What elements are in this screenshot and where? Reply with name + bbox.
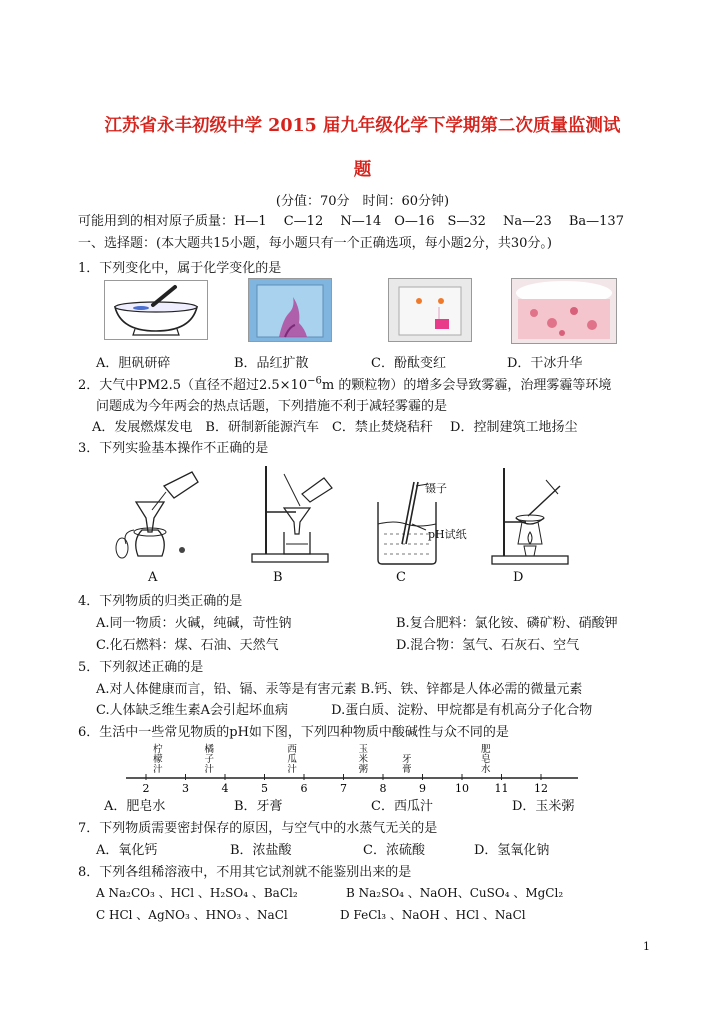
q4-stem: 4．下列物质的归类正确的是 (78, 594, 243, 609)
q2-options: A．发展燃煤发电 B．研制新能源汽车 C．禁止焚烧秸秆 D．控制建筑工地扬尘 (92, 420, 578, 435)
q1-phenolphthalein-image (388, 278, 472, 342)
ph-tick-label: 6 (300, 782, 308, 795)
q3-apparatus-a (112, 460, 212, 568)
q5-options-line2: C.人体缺乏维生素A会引起坏血病 D.蛋白质、淀粉、甲烷都是有机高分子化合物 (96, 703, 593, 718)
q6-option-c: C．西瓜汁 (371, 799, 433, 814)
q2-stem-line1 (78, 374, 611, 393)
q3-tweezers-label: 镊子 (425, 482, 447, 495)
ph-substance-label: 玉米粥 (358, 744, 369, 775)
q1-option-c: C．酚酞变红 (371, 356, 446, 371)
page-number: 1 (643, 940, 650, 953)
q4-option-b: B.复合肥料：氯化铵、磷矿粉、硝酸钾 (396, 616, 618, 631)
q7-option-a: A．氧化钙 (96, 843, 158, 858)
q1-option-d: D．干冰升华 (507, 356, 583, 371)
q8-option-b: B Na₂SO₄ 、NaOH、CuSO₄ 、MgCl₂ (346, 886, 564, 900)
q1-stem: 1．下列变化中，属于化学变化的是 (78, 261, 282, 276)
ph-tick-label: 9 (419, 782, 426, 795)
q8-option-d: D FeCl₃ 、NaOH 、HCl 、NaCl (340, 908, 526, 922)
q3-apparatus-d (486, 460, 576, 568)
document-title-continued: 题 (353, 160, 372, 180)
q3-label-a: A (148, 570, 158, 585)
q8-option-a: A Na₂CO₃ 、HCl 、H₂SO₄ 、BaCl₂ (96, 886, 298, 900)
q8-option-c: C HCl 、AgNO₃ 、HNO₃ 、NaCl (96, 908, 288, 922)
q1-mortar-image (104, 280, 208, 340)
q2-stem-line2: 问题成为今年两会的热点话题，下列措施不利于减轻雾霾的是 (96, 399, 448, 414)
document-title: 江苏省永丰初级中学 2015 届九年级化学下学期第二次质量监测试 (104, 116, 621, 136)
q3-ph-paper-label: pH试纸 (428, 528, 467, 541)
q1-option-b: B．品红扩散 (234, 356, 309, 371)
ph-tick-label: 5 (261, 782, 268, 795)
ph-tick-label: 11 (494, 782, 509, 795)
q7-stem: 7．下列物质需要密封保存的原因，与空气中的水蒸气无关的是 (78, 821, 438, 836)
q3-stem: 3．下列实验基本操作不正确的是 (78, 441, 269, 456)
section-one-heading: 一、选择题：(本大题共15小题，每小题只有一个正确选项，每小题2分，共30分。) (78, 236, 552, 251)
ph-tick-label: 3 (182, 782, 189, 795)
q3-label-c: C (396, 570, 406, 585)
q7-option-b: B．浓盐酸 (230, 843, 292, 858)
ph-substance-label: 牙膏 (401, 754, 412, 775)
q7-option-d: D．氢氧化钠 (474, 843, 550, 858)
q3-apparatus-b (244, 458, 334, 566)
q8-stem: 8．下列各组稀溶液中，不用其它试剂就不能鉴别出来的是 (78, 865, 412, 880)
ph-tick-label: 8 (379, 782, 387, 795)
q5-stem: 5．下列叙述正确的是 (78, 660, 204, 675)
q6-option-a: A．肥皂水 (104, 799, 166, 814)
q3-apparatus-c (370, 472, 470, 568)
ph-substance-label: 橘子汁 (204, 744, 214, 775)
ph-tick-label: 2 (142, 782, 150, 795)
q2-stem-part2: m 的颗粒物）的增多会导致雾霾，治理雾霾等环境 (321, 378, 612, 393)
q3-label-d: D (513, 570, 524, 585)
q3-label-b: B (273, 570, 283, 585)
ph-scale-diagram (122, 740, 582, 796)
ph-tick-label: 7 (340, 782, 347, 795)
ph-substance-label: 柠檬汁 (153, 744, 163, 775)
q6-stem: 6．生活中一些常见物质的pH如下图，下列四种物质中酸碱性与众不同的是 (78, 725, 509, 740)
q1-option-a: A．胆矾研碎 (96, 356, 171, 371)
q4-option-d: D.混合物：氢气、石灰石、空气 (396, 638, 580, 653)
ph-tick-label: 10 (455, 782, 469, 795)
q1-dry-ice-image (511, 278, 617, 344)
score-time: (分值：70分 时间：60分钟) (275, 194, 450, 209)
q6-option-d: D．玉米粥 (512, 799, 575, 814)
ph-tick-label: 4 (221, 782, 229, 795)
q5-options-line1: A.对人体健康而言，铅、镉、汞等是有害元素 B.钙、铁、锌都是人体必需的微量元素 (96, 682, 583, 697)
q2-stem-part1: 2．大气中PM2.5（直径不超过2.5×10 (78, 378, 308, 393)
q6-option-b: B．牙膏 (234, 799, 283, 814)
q7-option-c: C．浓硫酸 (363, 843, 425, 858)
atomic-masses: 可能用到的相对原子质量：H—1 C—12 N—14 O—16 S—32 Na—23 Ba—137 (78, 214, 624, 229)
q4-option-a: A.同一物质：火碱，纯碱，苛性钠 (96, 616, 292, 631)
q6-ph-scale (122, 740, 582, 796)
ph-substance-label: 肥皂水 (480, 744, 491, 775)
ph-substance-label: 西瓜汁 (287, 744, 297, 775)
q2-exponent: −6 (307, 375, 322, 387)
q4-option-c: C.化石燃料：煤、石油、天然气 (96, 638, 279, 653)
ph-tick-label: 12 (534, 782, 548, 795)
q1-diffusion-image (248, 278, 332, 342)
